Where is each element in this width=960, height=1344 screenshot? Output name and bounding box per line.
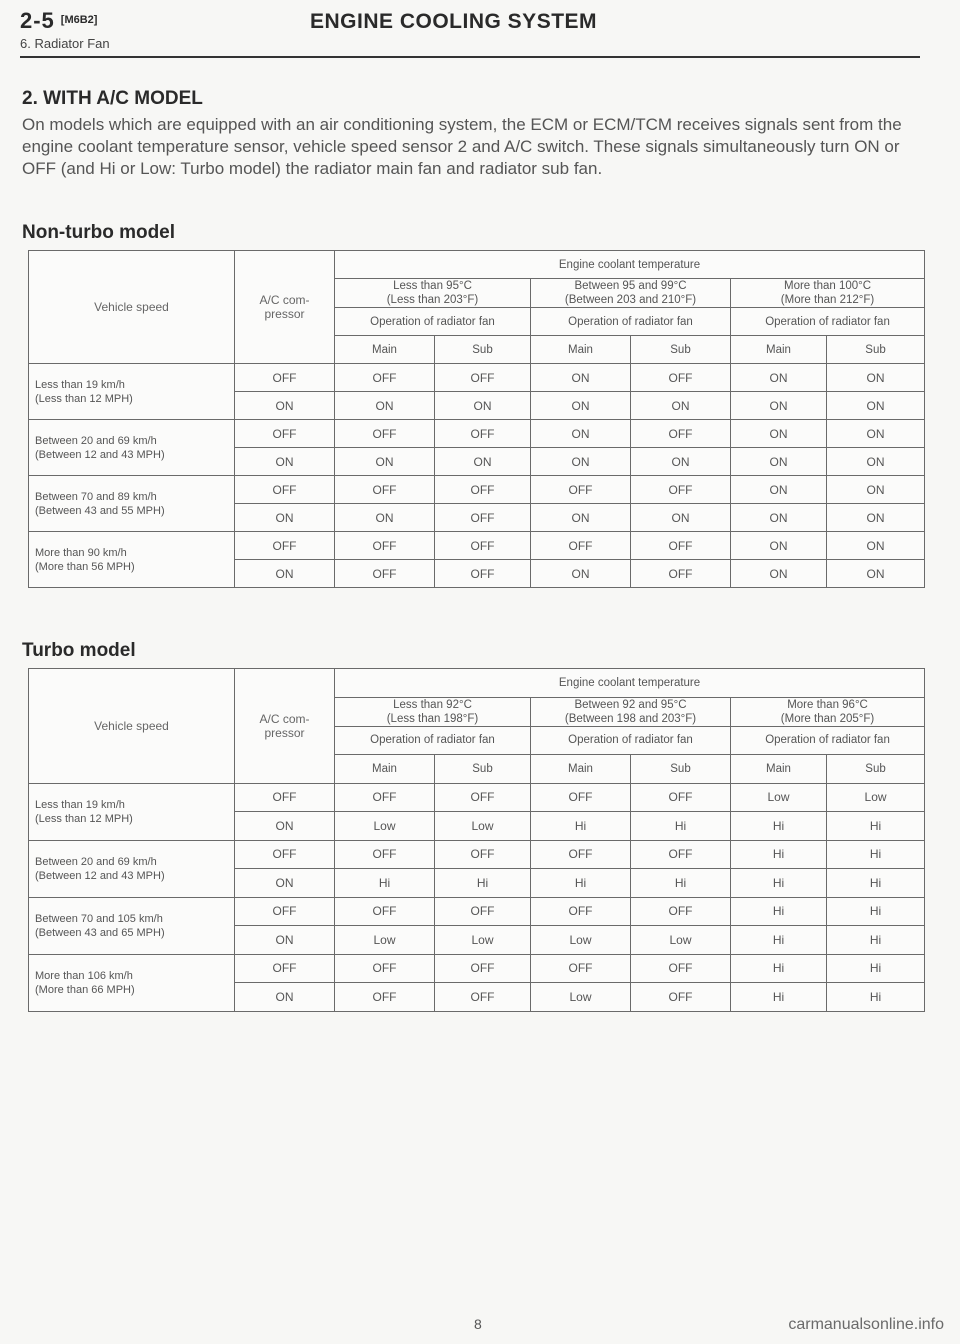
temp-range-header: Between 92 and 95°C (Between 198 and 203°F) (531, 697, 731, 726)
fan-state-cell: ON (731, 364, 827, 392)
fan-state-cell: OFF (335, 783, 435, 812)
table-row (29, 783, 925, 812)
fan-state-cell: OFF (335, 954, 435, 983)
fan-state-cell: ON (531, 560, 631, 588)
ac-state-cell: OFF (235, 954, 335, 983)
fan-state-cell: OFF (531, 532, 631, 560)
ac-state-cell: ON (235, 869, 335, 898)
fan-state-cell: OFF (335, 476, 435, 504)
fan-state-cell: Low (731, 783, 827, 812)
fan-state-cell: OFF (631, 476, 731, 504)
watermark: carmanualsonline.info (788, 1316, 944, 1333)
fan-state-cell: ON (731, 448, 827, 476)
fan-state-cell: Hi (531, 869, 631, 898)
fan-state-cell: OFF (631, 983, 731, 1012)
fan-state-cell: Hi (731, 954, 827, 983)
fan-state-cell: OFF (631, 840, 731, 869)
fan-state-cell: Hi (531, 812, 631, 841)
fan-state-cell: OFF (435, 560, 531, 588)
fan-state-cell: OFF (335, 420, 435, 448)
ac-state-cell: ON (235, 983, 335, 1012)
ac-state-cell: ON (235, 812, 335, 841)
table-row (29, 364, 925, 392)
main-fan-header: Main (531, 755, 631, 784)
fan-state-cell: Hi (827, 812, 925, 841)
sub-fan-header: Sub (631, 755, 731, 784)
fan-state-cell: OFF (435, 504, 531, 532)
page-number: 8 (474, 1316, 482, 1332)
header-row (29, 251, 925, 279)
ac-compressor-header: A/C com- pressor (235, 251, 335, 364)
table-row (29, 532, 925, 560)
fan-state-cell: ON (435, 392, 531, 420)
table-title-turbo: Turbo model (22, 640, 136, 661)
fan-state-cell: OFF (335, 840, 435, 869)
fan-state-cell: OFF (335, 532, 435, 560)
temp-range-header: More than 100°C (More than 212°F) (731, 279, 925, 308)
fan-state-cell: Hi (731, 840, 827, 869)
vehicle-speed-cell: Between 20 and 69 km/h (Between 12 and 43 MPH) (29, 420, 235, 476)
page-header (20, 6, 920, 64)
fan-state-cell: ON (531, 448, 631, 476)
fan-state-cell: ON (827, 392, 925, 420)
fan-state-cell: Hi (731, 983, 827, 1012)
fan-state-cell: OFF (631, 364, 731, 392)
fan-state-cell: Hi (631, 812, 731, 841)
main-fan-header: Main (531, 336, 631, 364)
fan-state-cell: Hi (731, 869, 827, 898)
fan-state-cell: Low (335, 812, 435, 841)
ac-state-cell: OFF (235, 840, 335, 869)
table-row (29, 897, 925, 926)
page-code: 2-5 [M6B2] (20, 8, 98, 33)
fan-state-cell: OFF (531, 897, 631, 926)
fan-state-cell: Hi (731, 812, 827, 841)
chapter-title: ENGINE COOLING SYSTEM (310, 10, 598, 33)
operation-header: Operation of radiator fan (731, 726, 925, 755)
operation-header: Operation of radiator fan (335, 726, 531, 755)
fan-state-cell: Hi (631, 869, 731, 898)
fan-state-cell: Low (531, 926, 631, 955)
fan-state-cell: OFF (335, 897, 435, 926)
sub-fan-header: Sub (631, 336, 731, 364)
fan-state-cell: ON (335, 448, 435, 476)
fan-state-cell: OFF (435, 954, 531, 983)
fan-state-cell: OFF (631, 532, 731, 560)
fan-state-cell: Low (631, 926, 731, 955)
fan-state-cell: Hi (827, 926, 925, 955)
section-title: 2. WITH A/C MODEL (22, 88, 203, 109)
operation-header: Operation of radiator fan (531, 726, 731, 755)
fan-state-cell: OFF (435, 783, 531, 812)
vehicle-speed-cell: Between 70 and 105 km/h (Between 43 and 65 MPH) (29, 897, 235, 954)
fan-state-cell: Hi (827, 954, 925, 983)
ac-compressor-header: A/C com- pressor (235, 669, 335, 784)
fan-state-cell: ON (731, 392, 827, 420)
table-title-nonturbo: Non-turbo model (22, 222, 176, 243)
fan-state-cell: ON (731, 504, 827, 532)
fan-table-turbo (28, 668, 925, 1012)
main-fan-header: Main (335, 755, 435, 784)
temp-range-header: Between 95 and 99°C (Between 203 and 210°F) (531, 279, 731, 308)
fan-state-cell: Low (335, 926, 435, 955)
fan-state-cell: OFF (435, 532, 531, 560)
ac-state-cell: OFF (235, 364, 335, 392)
fan-state-cell: OFF (631, 897, 731, 926)
fan-state-cell: ON (731, 532, 827, 560)
fan-state-cell: OFF (335, 983, 435, 1012)
fan-state-cell: ON (827, 448, 925, 476)
fan-state-cell: ON (827, 532, 925, 560)
fan-state-cell: OFF (531, 476, 631, 504)
operation-header: Operation of radiator fan (731, 308, 925, 336)
fan-state-cell: Low (435, 812, 531, 841)
sub-fan-header: Sub (827, 336, 925, 364)
fan-state-cell: ON (531, 364, 631, 392)
vehicle-speed-cell: Between 70 and 89 km/h (Between 43 and 55 MPH) (29, 476, 235, 532)
main-fan-header: Main (335, 336, 435, 364)
ac-state-cell: ON (235, 926, 335, 955)
fan-state-cell: ON (827, 420, 925, 448)
table-row (29, 476, 925, 504)
fan-state-cell: ON (827, 364, 925, 392)
fan-state-cell: ON (335, 392, 435, 420)
temp-range-header: More than 96°C (More than 205°F) (731, 697, 925, 726)
fan-state-cell: ON (435, 448, 531, 476)
fan-state-cell: OFF (631, 420, 731, 448)
fan-state-cell: Low (435, 926, 531, 955)
operation-header: Operation of radiator fan (531, 308, 731, 336)
fan-state-cell: OFF (335, 364, 435, 392)
sub-fan-header: Sub (435, 336, 531, 364)
fan-state-cell: ON (531, 392, 631, 420)
ac-state-cell: OFF (235, 783, 335, 812)
vehicle-speed-cell: More than 90 km/h (More than 56 MPH) (29, 532, 235, 588)
operation-header: Operation of radiator fan (335, 308, 531, 336)
fan-state-cell: Hi (827, 869, 925, 898)
header-rule (20, 56, 920, 58)
fan-state-cell: Hi (731, 897, 827, 926)
vehicle-speed-cell: Less than 19 km/h (Less than 12 MPH) (29, 783, 235, 840)
fan-state-cell: Low (531, 983, 631, 1012)
fan-state-cell: ON (827, 504, 925, 532)
fan-state-cell: ON (731, 560, 827, 588)
fan-state-cell: Hi (435, 869, 531, 898)
fan-state-cell: ON (531, 504, 631, 532)
fan-state-cell: ON (827, 476, 925, 504)
fan-state-cell: OFF (631, 783, 731, 812)
vehicle-speed-header: Vehicle speed (29, 669, 235, 784)
fan-state-cell: OFF (531, 954, 631, 983)
fan-state-cell: Hi (827, 840, 925, 869)
subsection-title: 6. Radiator Fan (20, 36, 110, 51)
vehicle-speed-cell: Between 20 and 69 km/h (Between 12 and 43 MPH) (29, 840, 235, 897)
fan-state-cell: OFF (435, 897, 531, 926)
fan-state-cell: OFF (435, 476, 531, 504)
fan-state-cell: ON (731, 420, 827, 448)
fan-state-cell: OFF (335, 560, 435, 588)
fan-state-cell: OFF (435, 840, 531, 869)
main-fan-header: Main (731, 755, 827, 784)
fan-state-cell: ON (531, 420, 631, 448)
vehicle-speed-cell: More than 106 km/h (More than 66 MPH) (29, 954, 235, 1011)
section-intro: On models which are equipped with an air conditioning system, the ECM or ECM/TCM receives signals sent from the engine coolant temperature sensor, vehicle speed sensor 2 and A/C switch. These signals simultaneously turn ON or OFF (and Hi or Low: Turbo model) the radiator main fan and radiator sub fan. (22, 115, 902, 178)
header-row (29, 669, 925, 698)
fan-state-cell: OFF (631, 954, 731, 983)
fan-state-cell: OFF (435, 420, 531, 448)
fan-state-cell: Hi (827, 983, 925, 1012)
fan-state-cell: OFF (435, 983, 531, 1012)
fan-state-cell: OFF (435, 364, 531, 392)
engine-temp-header: Engine coolant temperature (335, 251, 925, 279)
fan-state-cell: OFF (631, 560, 731, 588)
vehicle-speed-cell: Less than 19 km/h (Less than 12 MPH) (29, 364, 235, 420)
ac-state-cell: OFF (235, 897, 335, 926)
sub-fan-header: Sub (827, 755, 925, 784)
table-row (29, 954, 925, 983)
ac-state-cell: ON (235, 392, 335, 420)
ac-state-cell: OFF (235, 420, 335, 448)
fan-state-cell: Hi (827, 897, 925, 926)
fan-state-cell: ON (631, 448, 731, 476)
temp-range-header: Less than 92°C (Less than 198°F) (335, 697, 531, 726)
ac-state-cell: ON (235, 504, 335, 532)
fan-state-cell: ON (335, 504, 435, 532)
ac-state-cell: OFF (235, 532, 335, 560)
vehicle-speed-header: Vehicle speed (29, 251, 235, 364)
fan-state-cell: Hi (335, 869, 435, 898)
table-row (29, 840, 925, 869)
ac-state-cell: ON (235, 448, 335, 476)
fan-state-cell: ON (731, 476, 827, 504)
sub-fan-header: Sub (435, 755, 531, 784)
main-fan-header: Main (731, 336, 827, 364)
temp-range-header: Less than 95°C (Less than 203°F) (335, 279, 531, 308)
fan-state-cell: OFF (531, 840, 631, 869)
fan-state-cell: Low (827, 783, 925, 812)
fan-state-cell: OFF (531, 783, 631, 812)
fan-state-cell: ON (827, 560, 925, 588)
ac-state-cell: OFF (235, 476, 335, 504)
table-row (29, 420, 925, 448)
fan-table-nonturbo (28, 250, 925, 588)
model-code: [M6B2] (60, 14, 98, 26)
fan-state-cell: ON (631, 392, 731, 420)
engine-temp-header: Engine coolant temperature (335, 669, 925, 698)
fan-state-cell: Hi (731, 926, 827, 955)
fan-state-cell: ON (631, 504, 731, 532)
ac-state-cell: ON (235, 560, 335, 588)
